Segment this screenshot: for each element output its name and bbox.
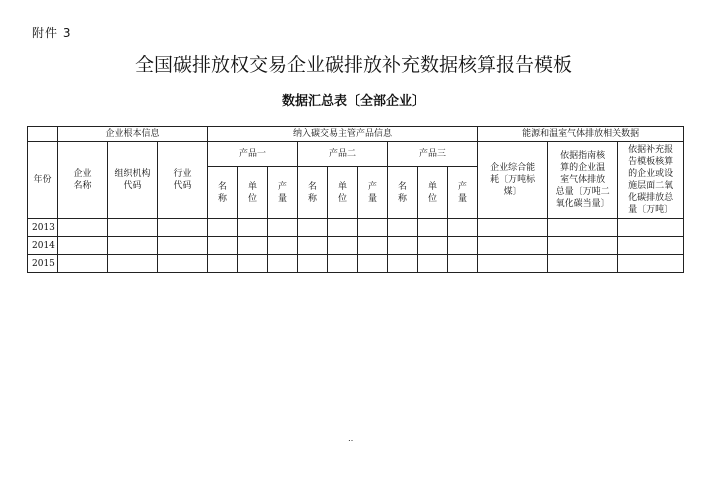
group-energy-ghg: 能源和温室气体排放相关数据 — [478, 127, 684, 142]
header-product-2-name: 名 称 — [298, 167, 328, 219]
summary-table — [27, 126, 684, 273]
year-cell-2015: 2015 — [28, 255, 58, 273]
year-cell-2013: 2013 — [28, 219, 58, 237]
data-cell[interactable] — [208, 237, 238, 255]
data-cell[interactable] — [388, 237, 418, 255]
data-cell[interactable] — [418, 255, 448, 273]
data-cell[interactable] — [418, 219, 448, 237]
table-subtitle: 数据汇总表〔全部企业〕 — [281, 94, 425, 109]
data-cell[interactable] — [448, 219, 478, 237]
header-energy-consumption: 企业综合能 耗〔万吨标 煤〕 — [478, 142, 548, 219]
header-product-2-unit: 单 位 — [328, 167, 358, 219]
data-cell[interactable] — [268, 237, 298, 255]
attachment-label: 附件 3 — [32, 26, 72, 40]
group-product-info: 纳入碳交易主管产品信息 — [208, 127, 478, 142]
header-row-groups — [28, 127, 684, 142]
data-cell[interactable] — [478, 255, 548, 273]
data-cell[interactable] — [208, 219, 238, 237]
header-industry-code: 行业 代码 — [158, 142, 208, 219]
data-cell[interactable] — [298, 219, 328, 237]
data-cell[interactable] — [548, 237, 618, 255]
data-cell[interactable] — [238, 255, 268, 273]
table-row — [28, 219, 684, 237]
data-cell[interactable] — [58, 219, 108, 237]
table-row — [28, 255, 684, 273]
header-company-name: 企业 名称 — [58, 142, 108, 219]
header-co2-supplement-total: 依据补充报 告模板核算 的企业或设 施层面二氧 化碳排放总 量〔万吨〕 — [618, 142, 684, 219]
header-product-1-name: 名 称 — [208, 167, 238, 219]
data-cell[interactable] — [158, 255, 208, 273]
header-product-2-output: 产 量 — [358, 167, 388, 219]
data-cell[interactable] — [358, 237, 388, 255]
header-product-3-name: 名 称 — [388, 167, 418, 219]
header-ghg-guide-total: 依据指南核 算的企业温 室气体排放 总量〔万吨二 氧化碳当量〕 — [548, 142, 618, 219]
data-cell[interactable] — [328, 255, 358, 273]
data-cell[interactable] — [328, 237, 358, 255]
data-cell[interactable] — [268, 219, 298, 237]
data-cell[interactable] — [58, 255, 108, 273]
data-cell[interactable] — [158, 219, 208, 237]
data-cell[interactable] — [58, 237, 108, 255]
data-cell[interactable] — [448, 237, 478, 255]
data-cell[interactable] — [358, 255, 388, 273]
data-cell[interactable] — [388, 255, 418, 273]
data-cell[interactable] — [108, 255, 158, 273]
data-cell[interactable] — [238, 237, 268, 255]
data-cell[interactable] — [358, 219, 388, 237]
data-cell[interactable] — [478, 219, 548, 237]
data-cell[interactable] — [298, 237, 328, 255]
data-cell[interactable] — [238, 219, 268, 237]
year-cell-2014: 2014 — [28, 237, 58, 255]
document-title: 全国碳排放权交易企业碳排放补充数据核算报告模板 — [134, 54, 572, 76]
data-cell[interactable] — [418, 237, 448, 255]
data-cell[interactable] — [328, 219, 358, 237]
data-cell[interactable] — [108, 219, 158, 237]
data-cell[interactable] — [158, 237, 208, 255]
data-cell[interactable] — [268, 255, 298, 273]
data-cell[interactable] — [388, 219, 418, 237]
corner-cell — [28, 127, 58, 142]
data-cell[interactable] — [548, 255, 618, 273]
data-cell[interactable] — [618, 255, 684, 273]
data-cell[interactable] — [298, 255, 328, 273]
data-cell[interactable] — [548, 219, 618, 237]
group-basic-info: 企业根本信息 — [58, 127, 208, 142]
header-org-code: 组织机构 代码 — [108, 142, 158, 219]
data-cell[interactable] — [448, 255, 478, 273]
data-cell[interactable] — [208, 255, 238, 273]
header-row-products — [28, 142, 684, 167]
page-marker: ‥ — [348, 434, 354, 443]
data-cell[interactable] — [618, 219, 684, 237]
header-product-3-output: 产 量 — [448, 167, 478, 219]
table-row — [28, 237, 684, 255]
header-product-1: 产品一 — [208, 142, 298, 167]
data-cell[interactable] — [108, 237, 158, 255]
header-product-3: 产品三 — [388, 142, 478, 167]
data-cell[interactable] — [618, 237, 684, 255]
header-product-2: 产品二 — [298, 142, 388, 167]
header-year: 年份 — [28, 142, 58, 219]
data-cell[interactable] — [478, 237, 548, 255]
header-product-3-unit: 单 位 — [418, 167, 448, 219]
header-product-1-unit: 单 位 — [238, 167, 268, 219]
header-product-1-output: 产 量 — [268, 167, 298, 219]
